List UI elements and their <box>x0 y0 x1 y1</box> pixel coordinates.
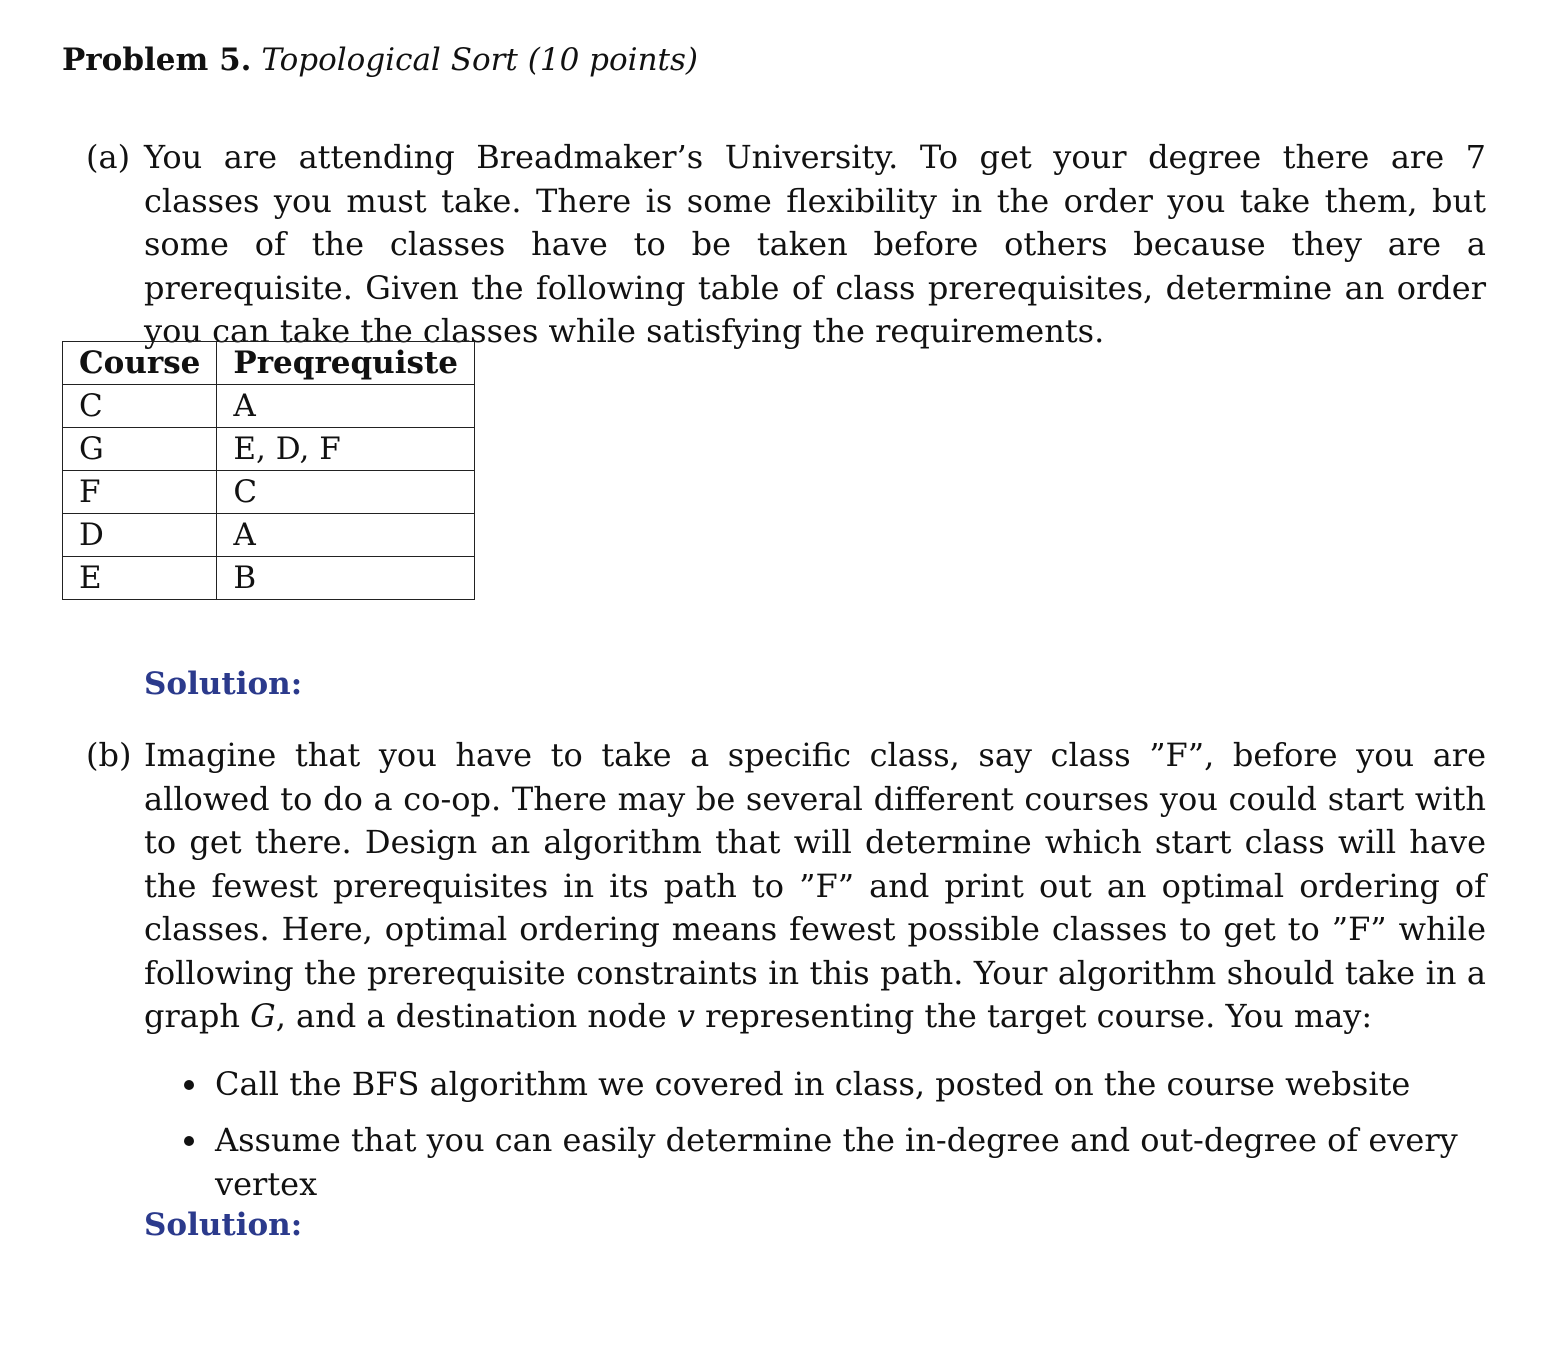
node-variable: v <box>676 997 695 1035</box>
part-b-text-2: , and a destination node <box>275 997 667 1035</box>
bullet-icon <box>184 1136 194 1146</box>
prerequisite-table <box>62 341 475 600</box>
solution-b-label: Solution: <box>144 1207 303 1243</box>
prerequisite-cell: A <box>217 514 475 557</box>
course-cell: E <box>63 557 217 600</box>
course-cell: G <box>63 428 217 471</box>
list-item <box>176 1062 1554 1106</box>
problem-heading <box>62 38 698 82</box>
course-cell: D <box>63 514 217 557</box>
part-b-label: (b) <box>86 736 132 774</box>
column-header-course: Course <box>63 342 217 385</box>
bullet-icon <box>184 1080 194 1090</box>
prerequisite-cell: B <box>217 557 475 600</box>
solution-a-label: Solution: <box>144 666 303 702</box>
part-a-text: You are attending Breadmaker’s University. To get your degree there are 7 classes you must take. There is some flexibility in the order you take them, but some of the classes have to be taken before others because they are a prerequisite. Given the following table of class prerequisites, determine an order you can take the classes while satisfying the requirements. <box>144 138 1486 350</box>
table-row <box>63 557 475 600</box>
prerequisite-cell: E, D, F <box>217 428 475 471</box>
part-a-label: (a) <box>86 138 131 176</box>
bullet-list <box>176 1062 1554 1218</box>
part-b-text <box>144 734 1486 1039</box>
list-item-text: Call the BFS algorithm we covered in class, posted on the course website <box>215 1065 1411 1103</box>
table-row <box>63 385 475 428</box>
table-header-row <box>63 342 475 385</box>
prerequisite-cell: A <box>217 385 475 428</box>
list-item-text: Assume that you can easily determine the in-degree and out-degree of every vertex <box>215 1121 1458 1203</box>
part-b-text-1: Imagine that you have to take a specific class, say class ”F”, before you are allowed to do a co-op. There may be several different courses you could start with to get there. Design an algorithm that will determine which start class will have the fewest prerequisites in its path to ”F” and print out an optimal ordering of classes. Here, optimal ordering means fewest possible classes to get to ”F” while following the prerequisite constraints in this path. Your algorithm should take in a graph <box>144 736 1486 1035</box>
problem-points: (10 points) <box>527 42 698 78</box>
column-header-prerequisite: Preqrequiste <box>217 342 475 385</box>
part-b <box>86 734 1486 1039</box>
list-item <box>176 1118 1554 1206</box>
problem-title: Topological Sort <box>261 42 518 78</box>
table-row <box>63 471 475 514</box>
part-b-text-3: representing the target course. You may: <box>705 997 1373 1035</box>
problem-number: Problem 5. <box>62 42 252 78</box>
table-row <box>63 514 475 557</box>
course-cell: C <box>63 385 217 428</box>
prerequisite-cell: C <box>217 471 475 514</box>
course-cell: F <box>63 471 217 514</box>
table-row <box>63 428 475 471</box>
part-a <box>86 136 1486 354</box>
graph-variable: G <box>250 997 276 1035</box>
